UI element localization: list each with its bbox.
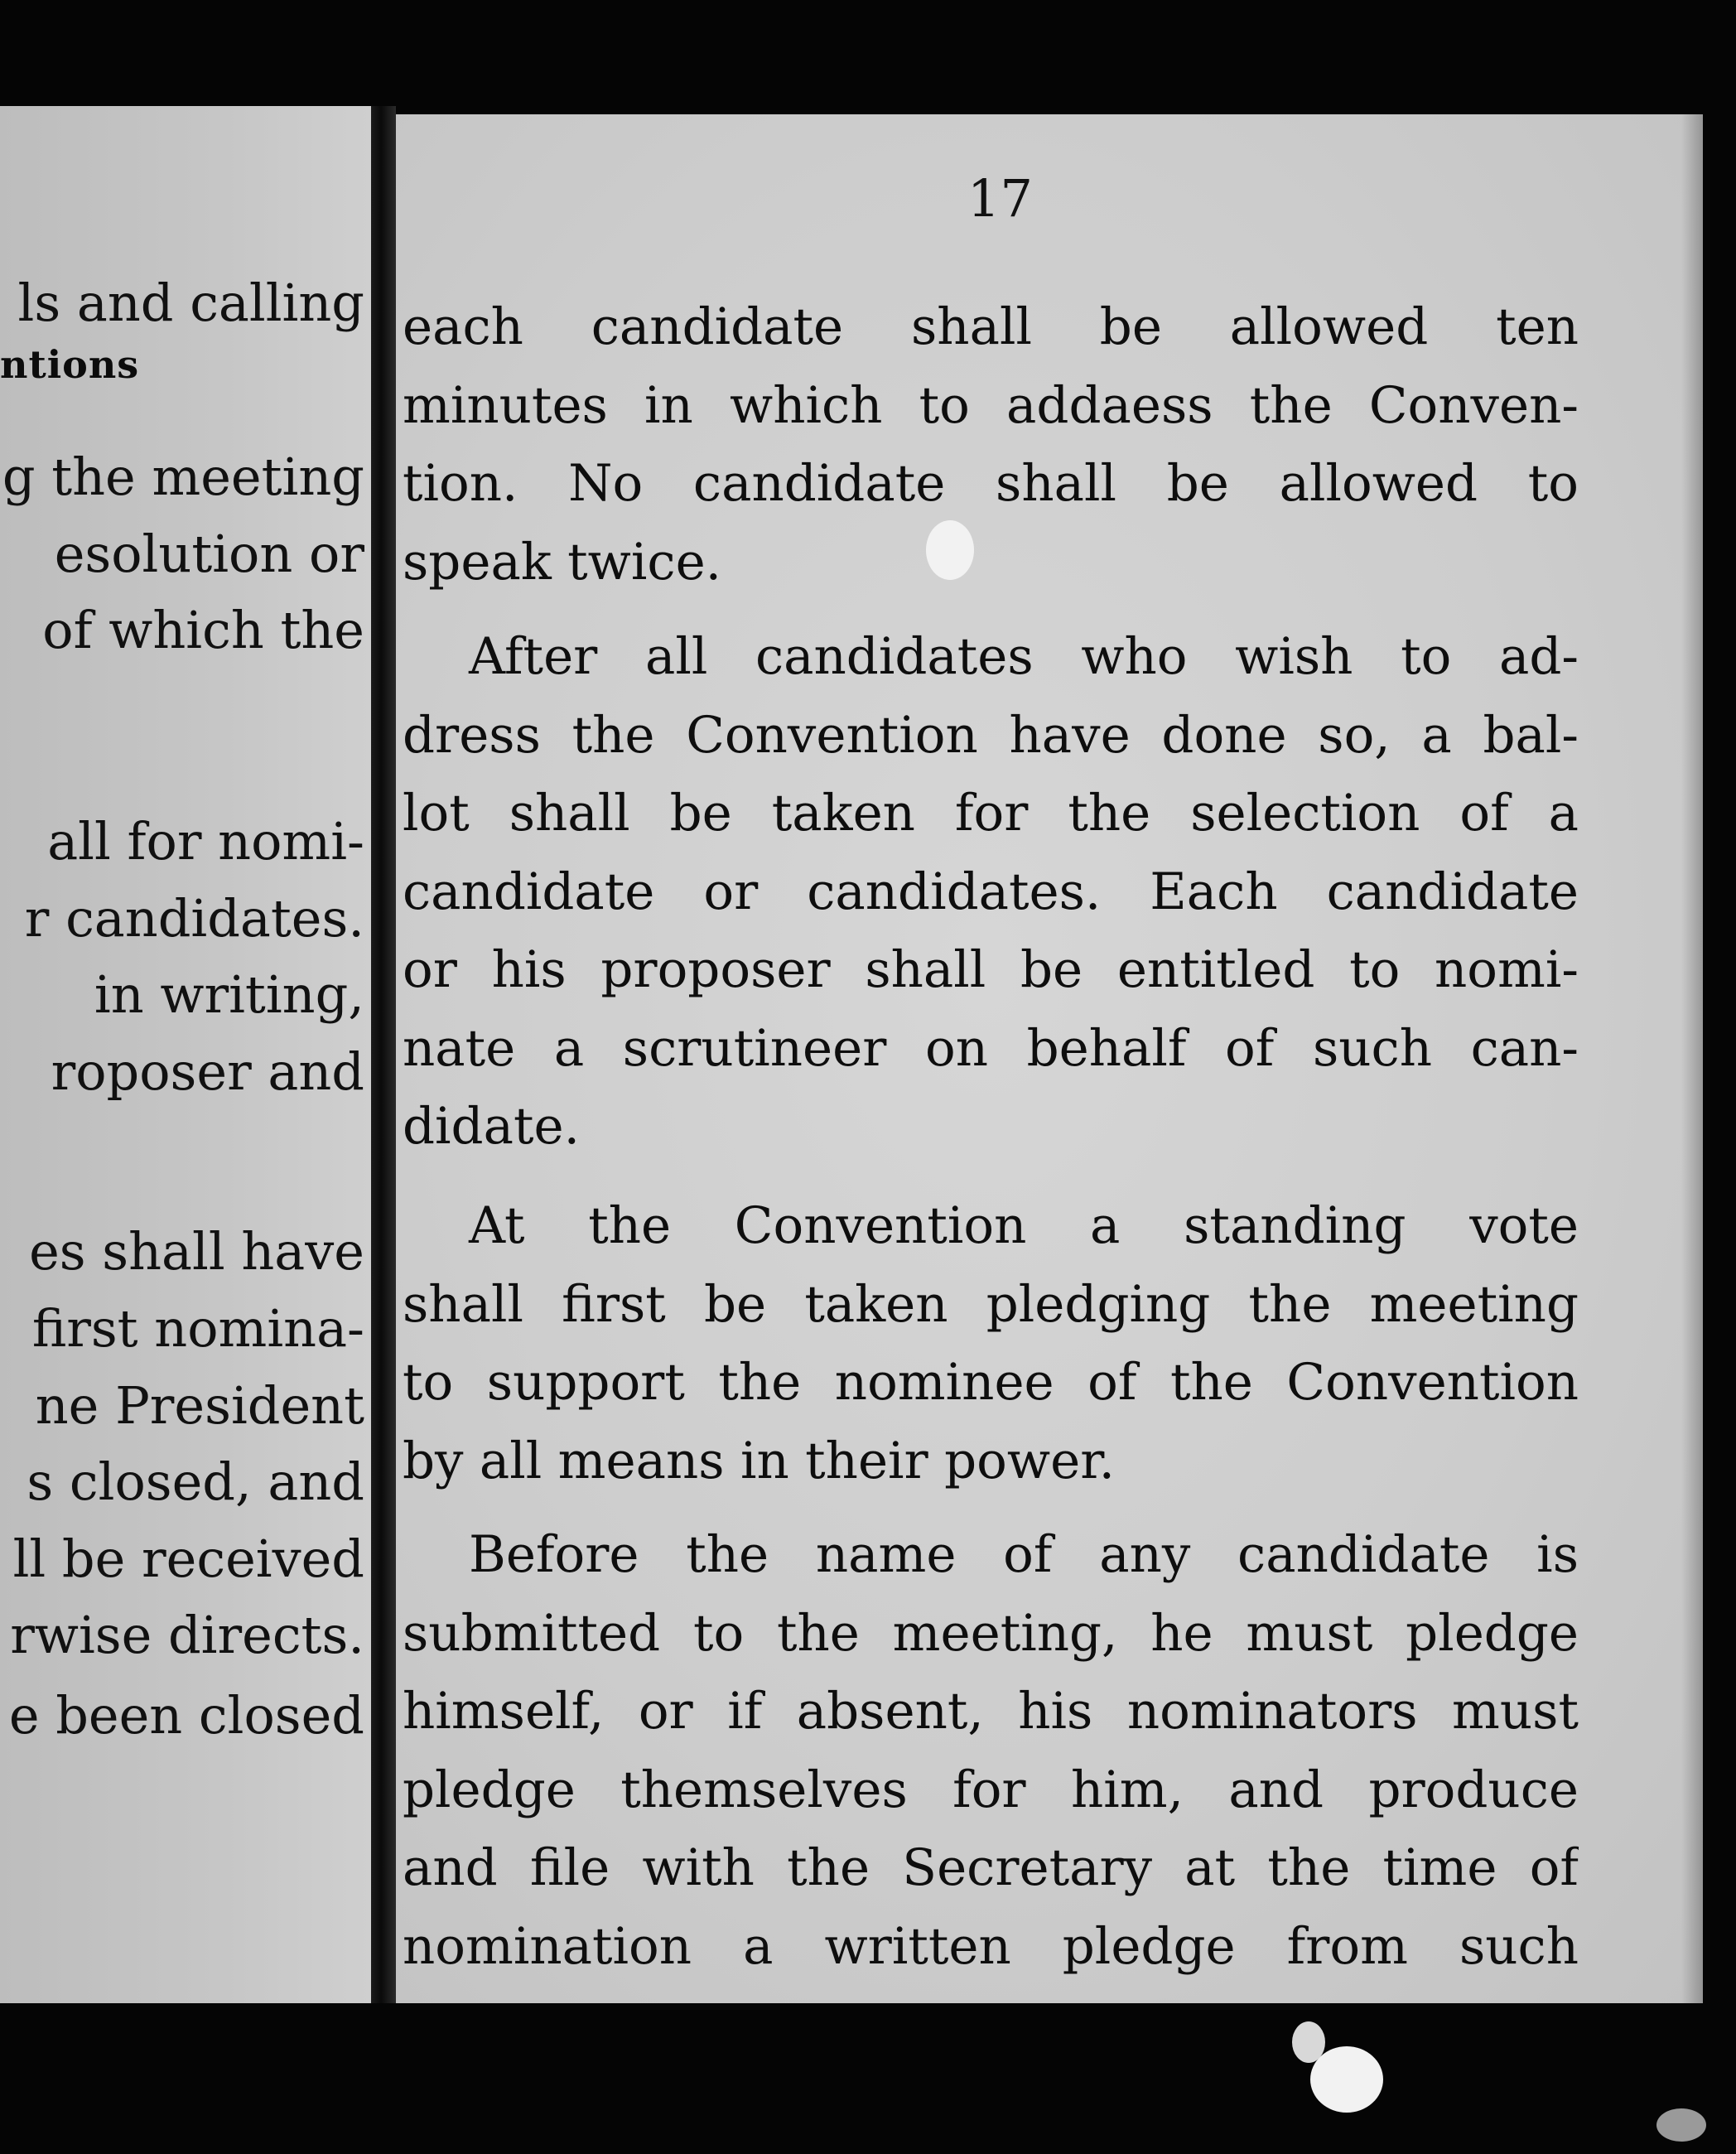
text-line: pledge themselves for him, and produce (403, 1760, 1579, 1819)
left-page-line: roposer and (51, 1041, 364, 1102)
left-page-line: esolution or (54, 524, 364, 584)
left-page-line: in writing, (94, 964, 364, 1025)
book-spine (371, 106, 396, 2003)
text-line: submitted to the meeting, he must pledge (403, 1603, 1579, 1663)
text-line: lot shall be taken for the selection of a (403, 784, 1579, 843)
text-line: himself, or if absent, his nominators must (403, 1682, 1579, 1741)
scan-speck (1292, 2021, 1325, 2063)
text-line: speak twice. (403, 532, 722, 592)
text-line: nate a scrutineer on behalf of such can- (403, 1018, 1579, 1078)
text-line: minutes in which to addaess the Conven- (403, 375, 1579, 435)
left-page-line: ls and calling (17, 273, 364, 333)
text-line: nomination a written pledge from such (403, 1916, 1579, 1976)
left-page-line: g the meeting (2, 447, 364, 507)
scan-speck (1656, 2108, 1706, 2142)
left-page-line: rwise directs. (10, 1605, 364, 1665)
left-page-line: s closed, and (27, 1451, 364, 1512)
left-page-line: es shall have (29, 1221, 364, 1282)
page-number: 17 (967, 168, 1033, 229)
right-page (396, 114, 1703, 2003)
text-line: and file with the Secretary at the time of (403, 1838, 1579, 1897)
left-page-line: ne President (35, 1375, 364, 1436)
text-line: dress the Convention have done so, a bal- (403, 705, 1579, 765)
paragraph-3 (403, 1187, 1579, 1500)
text-line: After all candidates who wish to ad- (469, 627, 1579, 686)
left-page-fragment (0, 106, 371, 2003)
left-page-line: first nomina- (31, 1298, 364, 1359)
text-line: At the Convention a standing vote (469, 1196, 1579, 1255)
text-line: Before the name of any candidate is (469, 1525, 1579, 1584)
text-line: didate. (403, 1097, 580, 1156)
left-page-line: e been closed (8, 1685, 364, 1746)
text-line: to support the nominee of the Convention (403, 1353, 1579, 1412)
left-page-line: of which the (42, 600, 364, 660)
text-line: candidate or candidates. Each candidate (403, 862, 1579, 921)
scan-speck (1310, 2046, 1383, 2113)
left-page-line: r candidates. (24, 888, 364, 949)
text-line: by all means in their power. (403, 1431, 1116, 1490)
text-line: tion. No candidate shall be allowed to (403, 454, 1579, 513)
text-line: each candidate shall be allowed ten (403, 297, 1579, 356)
paragraph-2 (403, 618, 1579, 1166)
left-page-line: ll be received (12, 1529, 364, 1589)
left-page-heading: ntions (0, 342, 140, 387)
paragraph-4 (403, 1516, 1579, 1986)
left-page-line: all for nomi- (47, 811, 364, 872)
text-line: shall first be taken pledging the meeting (403, 1274, 1579, 1334)
text-line: or his proposer shall be entitled to nomi- (403, 940, 1579, 999)
paragraph-1 (403, 288, 1579, 601)
scan-speck (926, 520, 974, 580)
